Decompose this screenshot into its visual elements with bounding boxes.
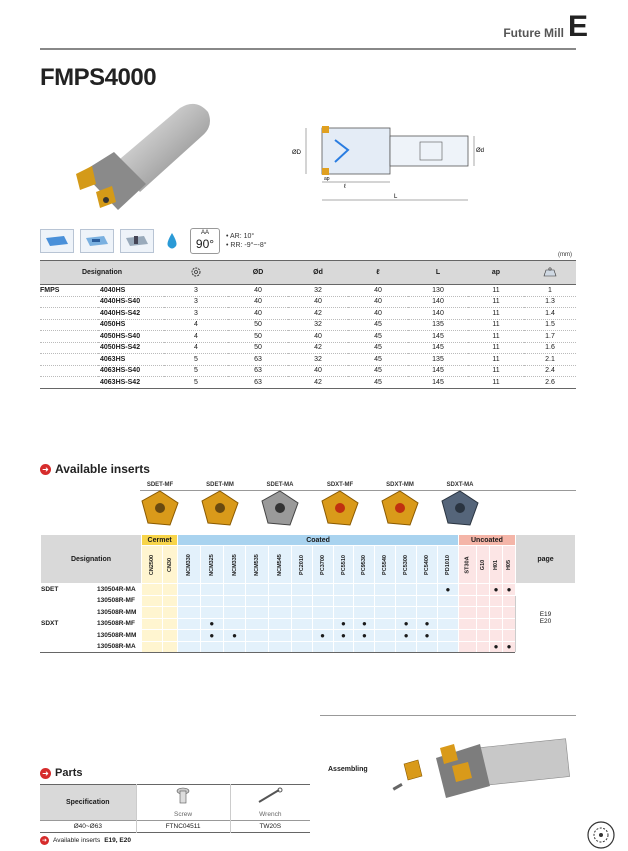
grade-cell <box>141 618 162 630</box>
availability-dot: ● <box>209 619 215 629</box>
grade-cell <box>458 607 476 619</box>
grade-name: NCM545 <box>269 546 292 584</box>
grade-name: NCM330 <box>178 546 201 584</box>
insert-images <box>130 482 490 528</box>
grade-cell <box>312 630 333 642</box>
slot-milling-icon <box>120 229 154 253</box>
dimension-drawing <box>280 118 485 208</box>
grade-name: CN2500 <box>141 546 162 584</box>
grade-cell <box>477 584 490 596</box>
insert-code: 130508R-MA <box>97 641 142 653</box>
footnote-pages: E19, E20 <box>104 837 131 844</box>
assembling-label: Assembling <box>328 766 368 773</box>
availability-dot: ● <box>424 619 430 629</box>
grade-cell <box>246 607 269 619</box>
grade-cell <box>269 584 292 596</box>
weight-icon <box>543 267 557 277</box>
grade-cell <box>396 641 417 653</box>
grade-row <box>41 584 576 596</box>
grade-cell <box>437 618 458 630</box>
grade-cell <box>477 607 490 619</box>
availability-dot: ● <box>232 630 237 640</box>
grade-cell <box>490 641 503 653</box>
drawing-insert <box>322 168 329 175</box>
grade-cell <box>200 595 223 607</box>
grade-cell <box>312 618 333 630</box>
grade-cell <box>291 584 312 596</box>
availability-dot: ● <box>341 630 346 640</box>
grade-cell <box>396 607 417 619</box>
drawing-insert <box>322 126 329 133</box>
grade-cell <box>437 607 458 619</box>
availability-dot: ● <box>341 619 346 629</box>
screw-image <box>136 785 230 809</box>
grade-cell <box>354 630 375 642</box>
col-ap: ap <box>468 261 524 285</box>
grade-cell <box>246 595 269 607</box>
insert-screw <box>103 197 109 203</box>
spec-icons <box>40 228 267 254</box>
insert-sdet-ma: SDET-MA <box>250 482 310 528</box>
parts-spec-value: Ø40~Ø63 <box>73 823 102 830</box>
grade-cell <box>375 618 396 630</box>
insert-code: 130504R-MA <box>97 584 142 596</box>
grade-cell <box>333 641 354 653</box>
grade-cell <box>490 618 503 630</box>
grade-cell <box>312 641 333 653</box>
grade-cell <box>178 584 201 596</box>
grade-cell <box>141 584 162 596</box>
insert-sdxt-ma: SDXT-MA <box>430 482 490 528</box>
grade-cell <box>333 618 354 630</box>
insert-code: 130508R-MM <box>97 630 142 642</box>
shoulder-milling-icon <box>80 229 114 253</box>
grade-cell <box>477 641 490 653</box>
group-coated: Coated <box>178 535 459 546</box>
grade-cell <box>417 607 438 619</box>
approach-angle-value: 90° <box>195 237 215 251</box>
grade-name: PC3700 <box>312 546 333 584</box>
screw-icon <box>173 786 193 806</box>
grade-name: NCM335 <box>223 546 246 584</box>
parts-screw-value: FTNC04511 <box>136 821 230 833</box>
grade-cell <box>437 595 458 607</box>
table-row: 4050HS-S42 4 50 42 45 145 11 1.6 <box>40 342 576 354</box>
insert-code: 130508R-MM <box>97 607 142 619</box>
grade-name: ST30A <box>458 546 476 584</box>
table-row: 4063HS-S40 5 63 40 45 145 11 2.4 <box>40 365 576 377</box>
availability-dot: ● <box>320 630 325 640</box>
face-milling-icon <box>40 229 74 253</box>
parts-footnote <box>40 836 131 845</box>
grade-cell <box>333 630 354 642</box>
angle-notes <box>226 232 267 250</box>
grade-cell <box>354 595 375 607</box>
parts-wrench-value: TW20S <box>230 821 310 833</box>
unit-label: (mm) <box>558 252 572 258</box>
axial-rake-note: • AR: 10° <box>226 233 255 240</box>
grade-row <box>41 607 576 619</box>
grade-cell <box>490 607 503 619</box>
grade-cell <box>178 641 201 653</box>
grade-cell <box>200 618 223 630</box>
insert-sdet-mm: SDET-MM <box>190 482 250 528</box>
grade-cell <box>163 607 178 619</box>
arrow-icon: ➜ <box>41 838 48 844</box>
coolant-icon <box>160 229 184 253</box>
grade-cell <box>223 595 246 607</box>
group-label: FMPS <box>40 285 98 297</box>
grade-cell <box>291 595 312 607</box>
grade-row <box>41 641 576 653</box>
approach-angle-label: AA <box>200 230 209 236</box>
grade-cell <box>490 630 503 642</box>
insert-code: 130508R-MF <box>97 595 142 607</box>
grade-cell <box>246 584 269 596</box>
col-weight <box>524 261 576 285</box>
grade-cell <box>490 595 503 607</box>
availability-dot: ● <box>403 619 409 629</box>
grade-cell <box>223 630 246 642</box>
grade-cell <box>375 630 396 642</box>
grade-cell <box>458 630 476 642</box>
assembling-rule <box>320 715 576 716</box>
grade-cell <box>312 607 333 619</box>
grade-name: PC2010 <box>291 546 312 584</box>
grade-cell <box>477 618 490 630</box>
grade-cell <box>503 630 516 642</box>
availability-dot: ● <box>209 630 215 640</box>
availability-dot: ● <box>361 630 367 640</box>
dimensions-table <box>40 260 576 389</box>
grade-cell <box>163 641 178 653</box>
grade-cell <box>223 641 246 653</box>
gear-icon <box>190 266 202 278</box>
loose-insert <box>404 760 422 780</box>
grade-cell <box>291 630 312 642</box>
grade-cell <box>333 595 354 607</box>
availability-dot: ● <box>424 630 430 640</box>
inserts-heading <box>40 462 150 476</box>
grade-cell <box>291 641 312 653</box>
col-D: ØD <box>228 261 288 285</box>
grade-cell <box>396 618 417 630</box>
page-cell <box>516 584 576 653</box>
grade-cell <box>246 630 269 642</box>
radial-rake-note: • RR: -9°~-8° <box>226 242 267 249</box>
grade-cell <box>396 584 417 596</box>
group-uncoated: Uncoated <box>458 535 515 546</box>
grade-name: CN30 <box>163 546 178 584</box>
grade-cell <box>503 618 516 630</box>
insert-group <box>41 607 97 619</box>
grade-name: PC5510 <box>333 546 354 584</box>
table-row: 4040HS-S40 3 40 40 40 140 11 1.3 <box>40 296 576 308</box>
section-letter: E <box>567 10 588 43</box>
grade-cell <box>417 618 438 630</box>
grade-row <box>41 630 576 642</box>
approach-angle-badge <box>190 228 220 254</box>
grade-cell <box>223 607 246 619</box>
parts-spec-header: Specification <box>40 785 136 821</box>
label-d: Ød <box>476 148 485 154</box>
grade-cell <box>333 607 354 619</box>
grade-name: H01 <box>490 546 503 584</box>
grade-cell <box>375 607 396 619</box>
parts-table <box>40 784 310 833</box>
screw-label: Screw <box>136 809 230 821</box>
loose-screw <box>393 783 403 791</box>
grade-cell <box>503 595 516 607</box>
col-designation: Designation <box>40 261 164 285</box>
table-header-row <box>40 261 576 285</box>
grade-cell <box>223 584 246 596</box>
grade-cell <box>269 641 292 653</box>
col-teeth <box>164 261 228 285</box>
label-l: ℓ <box>344 184 346 190</box>
grade-cell <box>269 595 292 607</box>
page-ref: E20 <box>539 618 552 625</box>
grade-cell <box>458 595 476 607</box>
grade-cell <box>458 584 476 596</box>
grade-cell <box>141 595 162 607</box>
grade-cell <box>396 630 417 642</box>
grade-cell <box>354 584 375 596</box>
grade-name: PC5400 <box>417 546 438 584</box>
table-row: FMPS 4040HS 3 40 32 40 130 11 1 <box>40 285 576 297</box>
grade-cell <box>223 618 246 630</box>
grade-cell <box>163 618 178 630</box>
grade-cell <box>417 584 438 596</box>
grade-cell <box>269 630 292 642</box>
grade-cell <box>417 641 438 653</box>
page-header: page <box>516 535 576 584</box>
col-d: Ød <box>288 261 348 285</box>
grade-cell <box>458 618 476 630</box>
drawing-shank <box>390 136 468 166</box>
grade-cell <box>417 595 438 607</box>
grade-cell <box>200 630 223 642</box>
table-row: 4050HS 4 50 32 45 135 11 1.5 <box>40 319 576 331</box>
parts-heading <box>40 767 83 779</box>
wrench-label: Wrench <box>230 809 310 821</box>
grade-name: H05 <box>503 546 516 584</box>
header-rule <box>40 48 576 50</box>
group-cermet: Cermet <box>141 535 177 546</box>
table-row: 4050HS-S40 4 50 40 45 145 11 1.7 <box>40 331 576 343</box>
insert-group <box>41 595 97 607</box>
grade-cell <box>291 607 312 619</box>
grade-cell <box>477 595 490 607</box>
grade-cell <box>246 618 269 630</box>
grade-cell <box>458 641 476 653</box>
footnote-prefix: Available inserts <box>53 837 101 844</box>
inserts-heading-text: Available inserts <box>55 462 150 476</box>
grade-cell <box>503 641 516 653</box>
grade-cell <box>246 641 269 653</box>
grade-cell <box>375 595 396 607</box>
availability-dot: ● <box>493 584 499 594</box>
grade-cell <box>417 630 438 642</box>
availability-dot: ● <box>445 584 451 594</box>
label-ap: ap <box>324 176 330 182</box>
section-label: Future Mill <box>503 26 564 40</box>
grade-cell <box>163 584 178 596</box>
insert-group <box>41 630 97 642</box>
wrench-icon <box>255 786 285 806</box>
grade-cell <box>477 630 490 642</box>
drawing-head <box>322 128 390 174</box>
grade-designation-header: Designation <box>41 535 142 584</box>
assembling-image <box>396 734 572 804</box>
wrench-image <box>230 785 310 809</box>
col-l: ℓ <box>348 261 408 285</box>
grade-name: PC5540 <box>375 546 396 584</box>
grade-cell <box>269 607 292 619</box>
availability-dot: ● <box>493 642 499 652</box>
grade-name: G10 <box>477 546 490 584</box>
grade-cell <box>396 595 417 607</box>
grade-cell <box>354 618 375 630</box>
grade-cell <box>141 641 162 653</box>
grade-cell <box>163 595 178 607</box>
brand-logo <box>586 820 616 850</box>
col-L: L <box>408 261 468 285</box>
grade-row <box>41 618 576 630</box>
label-D: ØD <box>292 150 301 156</box>
grade-table <box>40 534 576 653</box>
grade-cell <box>354 607 375 619</box>
grade-cell <box>503 584 516 596</box>
grade-cell <box>269 618 292 630</box>
product-title: FMPS4000 <box>40 64 157 91</box>
grade-cell <box>141 607 162 619</box>
insert-sdxt-mm: SDXT-MM <box>370 482 430 528</box>
table-row: 4040HS-S42 3 40 42 40 140 11 1.4 <box>40 308 576 320</box>
grade-row <box>41 595 576 607</box>
grade-cell <box>141 630 162 642</box>
table-row: 4063HS-S42 5 63 42 45 145 11 2.6 <box>40 377 576 389</box>
insert-code: 130508R-MF <box>97 618 142 630</box>
grade-cell <box>312 584 333 596</box>
page-ref: E19 <box>539 611 552 618</box>
grade-cell <box>291 618 312 630</box>
grade-cell <box>333 584 354 596</box>
grade-cell <box>375 641 396 653</box>
grade-name: NCM325 <box>200 546 223 584</box>
label-L: L <box>394 194 398 200</box>
grade-cell <box>490 584 503 596</box>
availability-dot: ● <box>506 584 512 594</box>
grade-cell <box>375 584 396 596</box>
availability-dot: ● <box>361 619 367 629</box>
insert-group: SDET <box>41 584 97 596</box>
insert-group: SDXT <box>41 618 97 630</box>
grade-cell <box>437 630 458 642</box>
grade-cell <box>178 630 201 642</box>
grade-name: PC9530 <box>354 546 375 584</box>
grade-cell <box>200 607 223 619</box>
grade-cell <box>163 630 178 642</box>
availability-dot: ● <box>403 630 409 640</box>
grade-cell <box>437 641 458 653</box>
grade-cell <box>437 584 458 596</box>
grade-cell <box>503 607 516 619</box>
grade-cell <box>312 595 333 607</box>
insert-group <box>41 641 97 653</box>
insert-sdet-mf: SDET-MF <box>130 482 190 528</box>
tool-photo <box>62 94 222 224</box>
grade-cell <box>200 584 223 596</box>
grade-cell <box>178 618 201 630</box>
grade-cell <box>178 607 201 619</box>
grade-name: PD1010 <box>437 546 458 584</box>
table-row: 4063HS 5 63 32 45 135 11 2.1 <box>40 354 576 366</box>
arrow-icon: ➜ <box>40 464 51 475</box>
insert-sdxt-mf: SDXT-MF <box>310 482 370 528</box>
grade-name: PC5300 <box>396 546 417 584</box>
availability-dot: ● <box>506 642 512 652</box>
grade-cell <box>200 641 223 653</box>
grade-cell <box>178 595 201 607</box>
grade-cell <box>354 641 375 653</box>
parts-heading-text: Parts <box>55 767 83 779</box>
grade-name: NCM535 <box>246 546 269 584</box>
arrow-icon: ➜ <box>40 768 51 779</box>
